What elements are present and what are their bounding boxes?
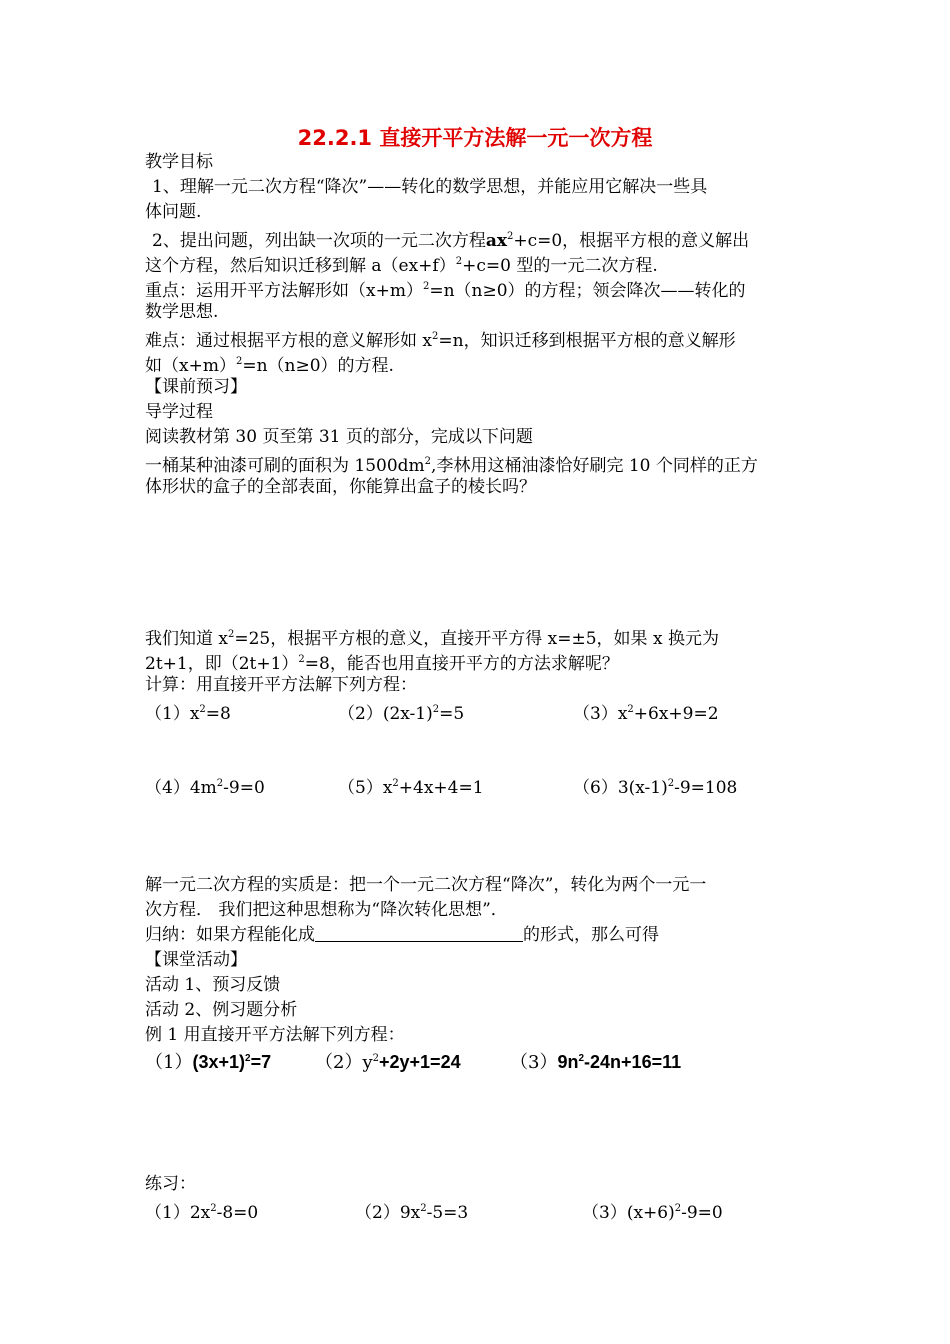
key-point-line-1: 重点：运用开平方法解形如$(x+m)^2=n(n\ge 0)$的方程；领会降次——转化的	[145, 281, 746, 301]
activity-1: 活动 1、预习反馈	[145, 975, 281, 995]
key-point-line-2: 数学思想.	[145, 302, 219, 322]
activity-heading: 【课堂活动】	[145, 950, 247, 970]
objective-1-line-2: 体问题.	[145, 202, 202, 222]
equation-4: $(4)4m^2-9=0$	[145, 778, 265, 798]
objective-2-line-1: 2、提出问题，列出缺一次项的一元二次方程$ax^2+c=0$，根据平方根的意义解出	[152, 231, 750, 251]
practice-equation-2: $(2)9x^2-5=3$	[355, 1203, 469, 1223]
example-equation-1: $(1)(3x+1)^2=7$	[145, 1052, 272, 1073]
objective-1-line-1: 1、理解一元二次方程“降次”——转化的数学思想，并能应用它解决一些具	[152, 177, 708, 197]
reading-instruction: 阅读教材第 30 页至第 31 页的部分，完成以下问题	[145, 427, 533, 447]
preview-heading: 【课前预习】	[145, 377, 247, 397]
example-equation-2: $(2)y^2+2y+1=24$	[315, 1052, 461, 1073]
example-equation-3: $(3)9n^2-24n+16=11$	[510, 1052, 682, 1073]
equation-5: $(5)x^2+4x+4=1$	[338, 778, 484, 798]
practice-equation-3: $(3)(x+6)^2-9=0$	[582, 1203, 723, 1223]
difficulty-line-1: 难点：通过根据平方根的意义解形如 $x^2=n$，知识迁移到根据平方根的意义解形	[145, 331, 736, 351]
essence-line-1: 解一元二次方程的实质是：把一个一元二次方程“降次”，转化为两个一元一	[145, 875, 707, 895]
objectives-heading: 教学目标	[145, 152, 213, 172]
calc-instruction: 计算：用直接开平方法解下列方程：	[145, 675, 417, 695]
document-title: 22.2.1 直接开平方法解一元一次方程	[297, 126, 653, 150]
equation-3: $(3)x^2+6x+9=2$	[573, 704, 719, 724]
activity-2: 活动 2、例习题分析	[145, 1000, 298, 1020]
example-instruction: 例 1 用直接开平方法解下列方程：	[145, 1025, 405, 1045]
equation-6: $(6)3(x-1)^2-9=108$	[573, 778, 738, 798]
summary-line: 归纳：如果方程能化成 的形式，那么可得	[145, 925, 659, 945]
essence-line-2: 次方程． 我们把这种思想称为“降次转化思想”．	[145, 900, 508, 920]
difficulty-line-2: 如$(x+m)^2=n(n\ge 0)$的方程.	[145, 356, 394, 376]
problem-line-2: 体形状的盒子的全部表面，你能算出盒子的棱长吗？	[145, 477, 536, 497]
equation-2: $(2)(2x-1)^2=5$	[338, 704, 465, 724]
guide-heading: 导学过程	[145, 402, 213, 422]
practice-equation-1: $(1)2x^2-8=0$	[145, 1203, 259, 1223]
equation-1: $(1)x^2=8$	[145, 704, 231, 724]
objective-2-line-2: 这个方程，然后知识迁移到解 $a(ex+f)^2+c=0$ 型的一元二次方程.	[145, 256, 658, 276]
practice-heading: 练习：	[145, 1174, 196, 1194]
known-line-2: 2t+1，即$(2t+1)^2=8$，能否也用直接开平方的方法求解呢？	[145, 654, 619, 674]
problem-line-1: 一桶某种油漆可刷的面积为 $1500dm^2$,李林用这桶油漆恰好刷完 10 个同样的正方	[145, 456, 758, 476]
known-line-1: 我们知道 $x^2=25$，根据平方根的意义，直接开平方得 x=±5，如果 x 换元为	[145, 629, 719, 649]
summary-blank	[315, 923, 523, 942]
